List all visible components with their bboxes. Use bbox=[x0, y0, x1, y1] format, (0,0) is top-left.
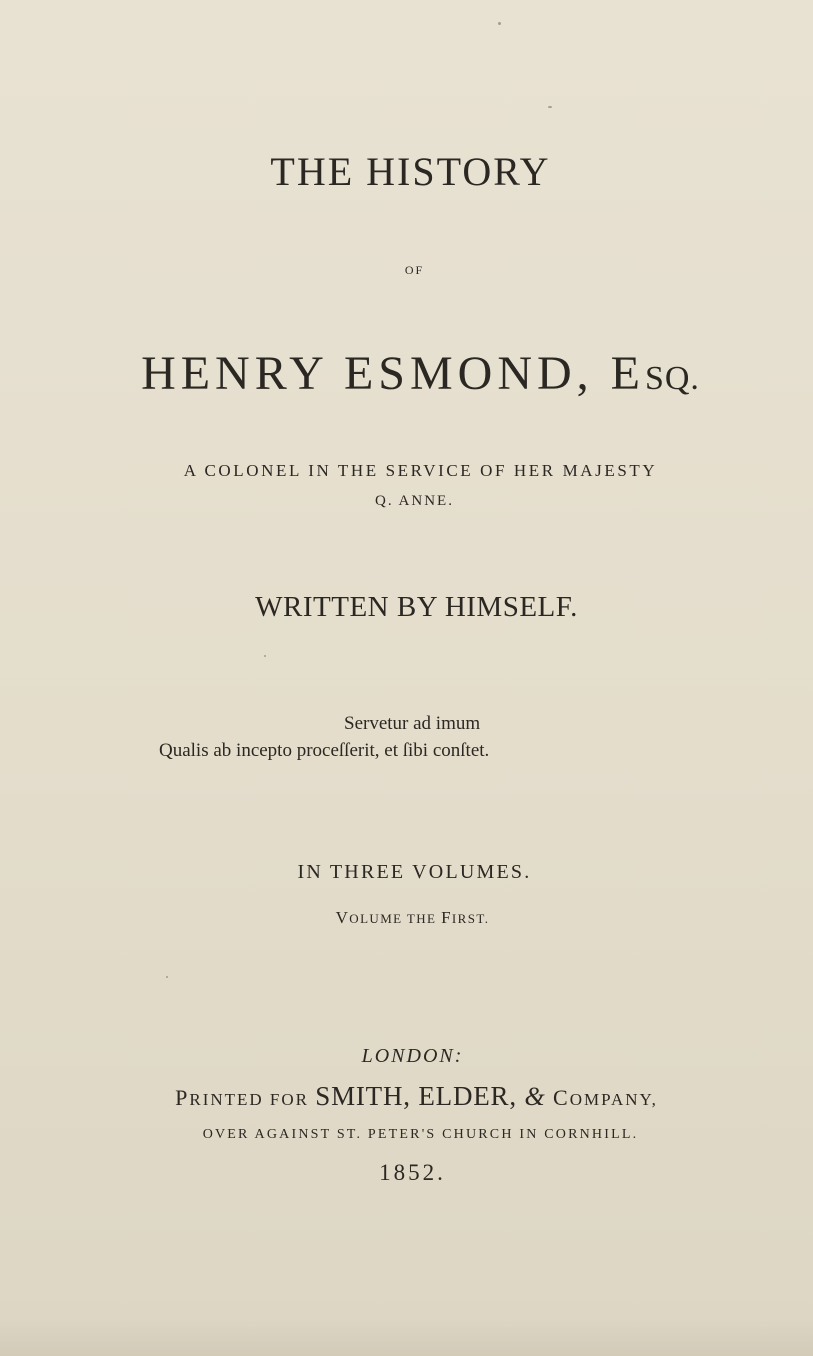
in-three-volumes: IN THREE VOLUMES. bbox=[297, 861, 532, 883]
volume-first-f: F bbox=[441, 908, 452, 927]
paper-speck bbox=[264, 655, 266, 657]
imprint-london: LONDON: bbox=[361, 1045, 464, 1067]
subtitle-queen-anne: Q. ANNE. bbox=[375, 493, 454, 509]
written-by-himself: WRITTEN BY HIMSELF. bbox=[255, 591, 578, 623]
motto-line-1: Servetur ad imum bbox=[344, 713, 481, 734]
motto-line-2: Qualis ab incepto proceſſerit, et ſibi conſtet. bbox=[159, 740, 490, 761]
volume-first-irst: IRST. bbox=[451, 911, 490, 926]
title-of: OF bbox=[404, 263, 425, 277]
volume-the-first bbox=[0, 909, 813, 926]
volume-first-v: V bbox=[335, 908, 350, 927]
title-esq-small-caps: SQ. bbox=[644, 360, 700, 397]
title-the-history: THE HISTORY bbox=[270, 149, 551, 194]
subtitle-colonel: A COLONEL IN THE SERVICE OF HER MAJESTY bbox=[183, 461, 658, 480]
paper-speck bbox=[548, 106, 552, 108]
company-c: C bbox=[545, 1085, 570, 1110]
printed-p: P bbox=[175, 1085, 190, 1110]
imprint-year: 1852. bbox=[379, 1160, 446, 1185]
title-henry-esmond-text: HENRY ESMOND, E bbox=[141, 347, 645, 400]
imprint-address: OVER AGAINST ST. PETER'S CHURCH IN CORNHILL. bbox=[202, 1127, 639, 1142]
printed-rest: RINTED FOR bbox=[189, 1090, 316, 1109]
title-henry-esmond bbox=[0, 347, 813, 400]
paper-speck bbox=[166, 976, 168, 978]
company-rest: OMPANY, bbox=[569, 1090, 658, 1109]
imprint-printed-for bbox=[0, 1083, 813, 1110]
ampersand: & bbox=[524, 1082, 546, 1111]
volume-first-olume: OLUME THE bbox=[349, 911, 442, 926]
publisher-name: SMITH, ELDER, bbox=[315, 1081, 525, 1111]
paper-speck bbox=[498, 22, 501, 25]
